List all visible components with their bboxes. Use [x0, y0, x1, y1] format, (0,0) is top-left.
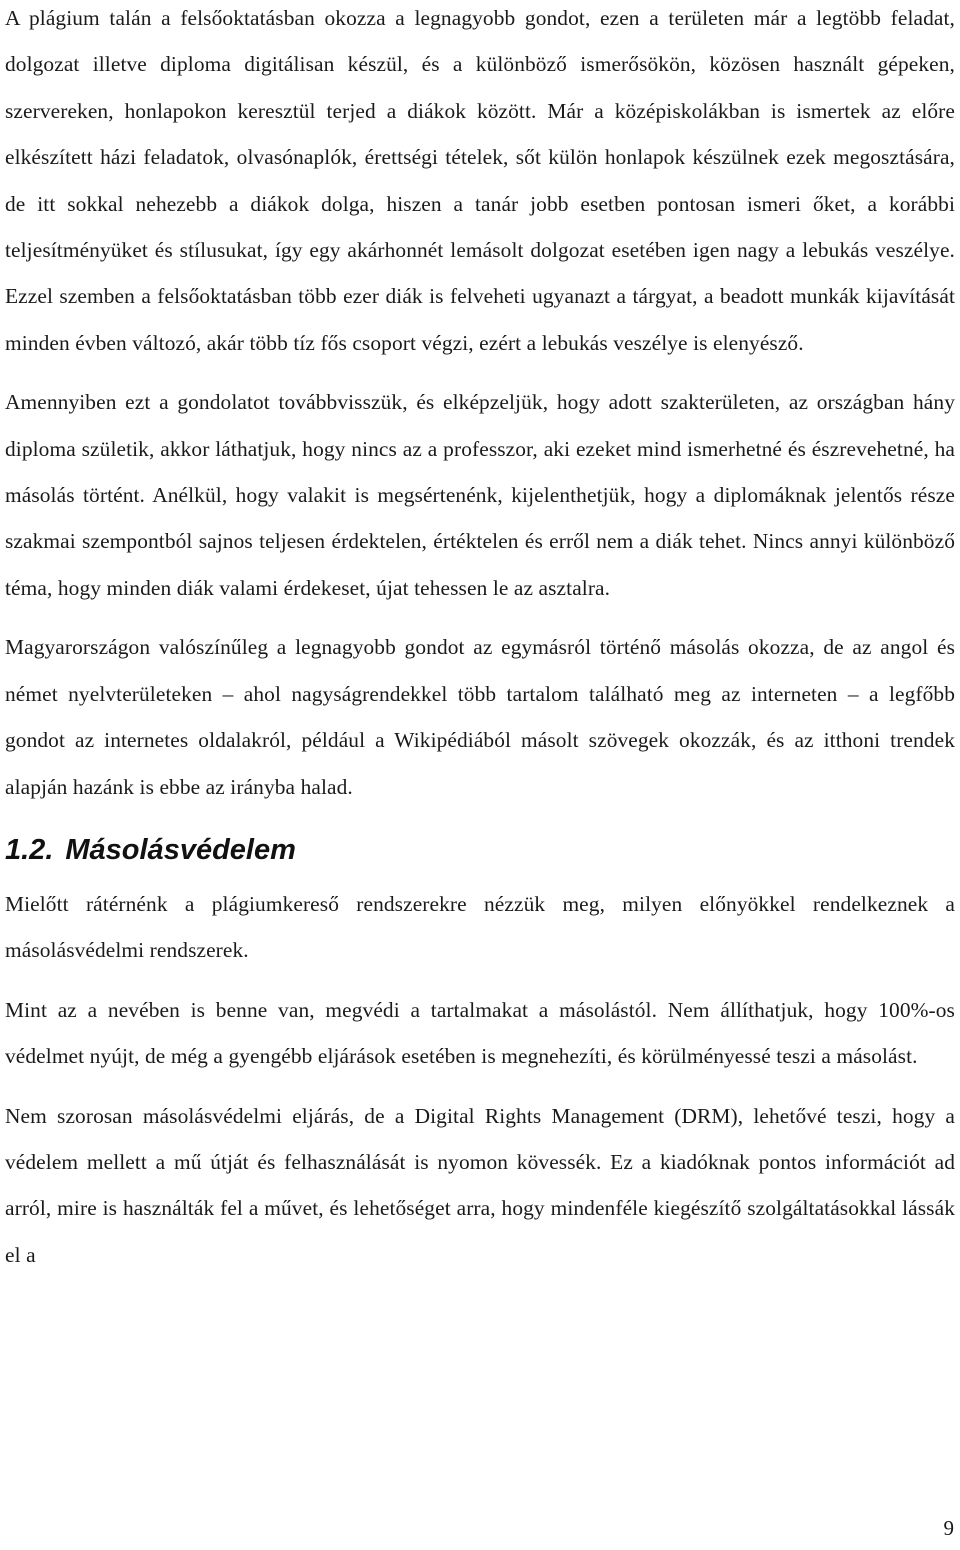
- body-paragraph: Mint az a nevében is benne van, megvédi a tartalmakat a másolástól. Nem állíthatjuk, hogy 100%-os védelmet nyújt, de még a gyengébb eljárások esetében is megnehezíti, és körülményessé teszi a másolást.: [5, 997, 955, 1069]
- page-number: 9: [943, 1516, 954, 1540]
- body-paragraph: Mielőtt rátérnénk a plágiumkereső rendszerekre nézzük meg, milyen előnyökkel rendelkeznek a másolásvédelmi rendszerek.: [5, 891, 955, 963]
- body-paragraph: Magyarországon valószínűleg a legnagyobb gondot az egymásról történő másolás okozza, de az angol és német nyelvterületeken – ahol nagyságrendekkel több tartalom található meg az interneten – a legfőbb gondot az internetes oldalakról, például a Wikipédiából másolt szövegek okozzák, és az itthoni trendek alapján hazánk is ebbe az irányba halad.: [5, 635, 955, 799]
- body-paragraph: Amennyiben ezt a gondolatot továbbvisszük, és elképzeljük, hogy adott szakterületen, az országban hány diploma születik, akkor láthatjuk, hogy nincs az a professzor, aki ezeket mind ismerhetné és észrevehetné, ha másolás történt. Anélkül, hogy valakit is megsértenénk, kijelenthetjük, hogy a diplomáknak jelentős része szakmai szempontból sajnos teljesen érdektelen, értéktelen és erről nem a diák tehet. Nincs annyi különböző téma, hogy minden diák valami érdekeset, újat tehessen le az asztalra.: [5, 390, 955, 600]
- section-number: 1.2.: [5, 833, 54, 866]
- document-page: [5, 0, 955, 1278]
- body-paragraph: A plágium talán a felsőoktatásban okozza a legnagyobb gondot, ezen a területen már a legtöbb feladat, dolgozat illetve diploma digitálisan készül, és a különböző ismerősökön, közösen használt gépeken, szervereken, honlapokon keresztül terjed a diákok között. Már a középiskolákban is ismertek az előre elkészített házi feladatok, olvasónaplók, érettségi tételek, sőt külön honlapok készülnek ezek megosztására, de itt sokkal nehezebb a diákok dolga, hiszen a tanár jobb esetben pontosan ismeri őket, a korábbi teljesítményüket és stílusukat, így egy akárhonnét lemásolt dolgozat esetében igen nagy a lebukás veszélye. Ezzel szemben a felsőoktatásban több ezer diák is felveheti ugyanazt a tárgyat, a beadott munkák kijavítását minden évben változó, akár több tíz fős csoport végzi, ezért a lebukás veszélye is elenyésző.: [5, 6, 955, 355]
- body-paragraph: Nem szorosan másolásvédelmi eljárás, de a Digital Rights Management (DRM), lehetővé teszi, hogy a védelem mellett a mű útját és felhasználását is nyomon kövessék. Ez a kiadóknak pontos információt ad arról, mire is használták fel a művet, és lehetőséget arra, hogy mindenféle kiegészítő szolgáltatásokkal lássák el a: [5, 1103, 955, 1267]
- section-heading: [5, 832, 955, 868]
- section-title: Másolásvédelem: [65, 833, 296, 866]
